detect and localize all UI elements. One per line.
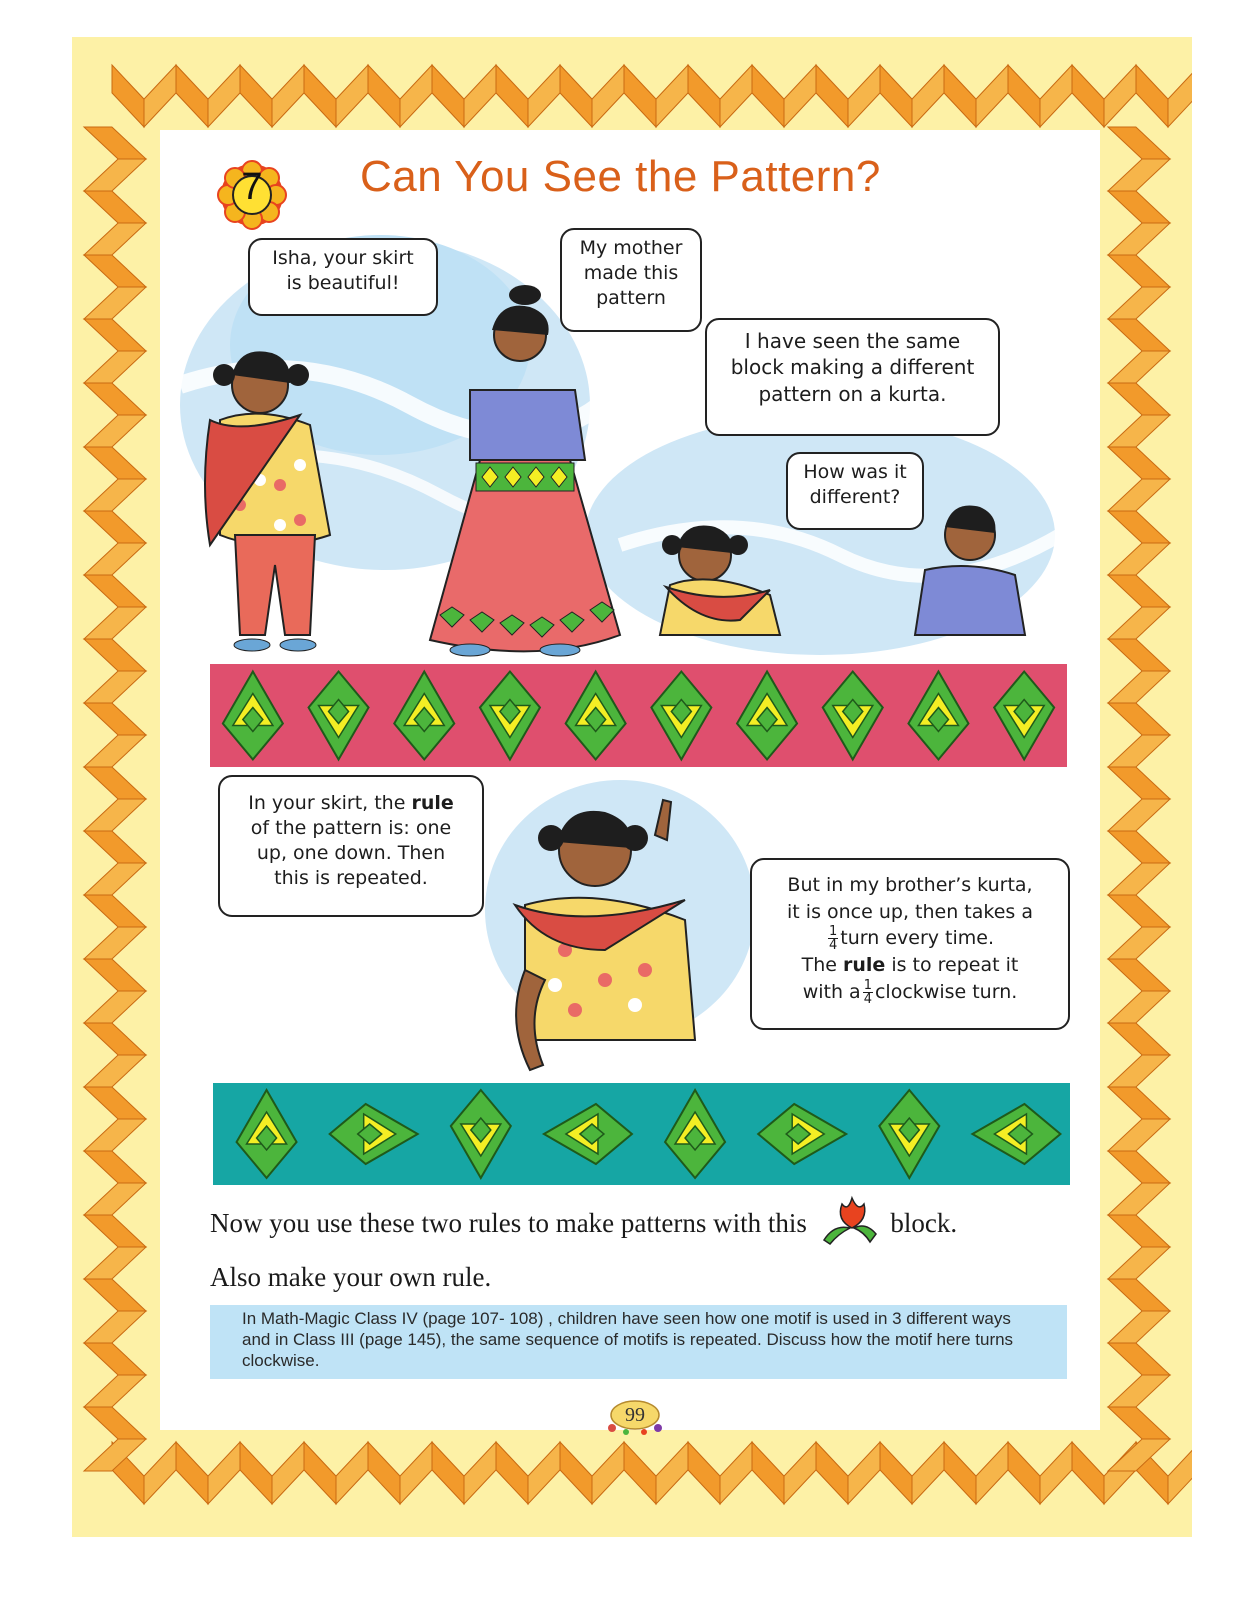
page-number: 99 bbox=[625, 1404, 645, 1426]
border-chevron bbox=[464, 65, 496, 127]
border-chevron bbox=[784, 1442, 816, 1504]
border-chevron bbox=[1108, 863, 1170, 895]
bubble-text-line: But in my brother’s kurta, bbox=[787, 874, 1033, 896]
border-chevron bbox=[272, 1442, 304, 1504]
border-chevron bbox=[528, 1442, 560, 1504]
border-chevron bbox=[1108, 287, 1170, 319]
border-zigzag-bottom bbox=[112, 1442, 1192, 1504]
bubble-text-line: pattern bbox=[596, 287, 666, 310]
bubble-text-line: this is repeated. bbox=[274, 867, 428, 890]
border-chevron bbox=[1108, 351, 1170, 383]
border-chevron bbox=[624, 1442, 656, 1504]
border-chevron bbox=[84, 639, 146, 671]
bubble-text-run: is to repeat it bbox=[885, 954, 1019, 977]
border-chevron bbox=[84, 767, 146, 799]
border-chevron bbox=[1108, 895, 1170, 927]
border-chevron bbox=[1108, 1247, 1170, 1279]
border-chevron bbox=[1108, 1183, 1170, 1215]
rule-keyword: rule bbox=[843, 954, 886, 977]
teacher-note: In Math-Magic Class IV (page 107- 108) , children have seen how one motif is used in 3 different ways and in Class III (page 145), the same sequence of motifs is repeated. Discuss how the motif here turns clockwise. bbox=[210, 1305, 1067, 1379]
border-chevron bbox=[336, 65, 368, 127]
border-chevron bbox=[560, 1442, 592, 1504]
border-chevron bbox=[84, 223, 146, 255]
border-chevron bbox=[84, 447, 146, 479]
border-zigzag-right bbox=[1108, 127, 1170, 1471]
border-chevron bbox=[432, 1442, 464, 1504]
border-chevron bbox=[84, 191, 146, 223]
fraction-numerator: 1 bbox=[863, 977, 872, 993]
border-chevron bbox=[944, 1442, 976, 1504]
border-chevron bbox=[1108, 1279, 1170, 1311]
border-chevron bbox=[848, 1442, 880, 1504]
instruction-text: block. bbox=[890, 1208, 958, 1239]
border-zigzag-top bbox=[112, 65, 1192, 127]
border-chevron bbox=[304, 1442, 336, 1504]
border-chevron bbox=[1108, 319, 1170, 351]
bubble-text-line bbox=[228, 791, 474, 816]
bubble-text-line: made this bbox=[583, 262, 679, 285]
border-chevron bbox=[1108, 1087, 1170, 1119]
border-chevron bbox=[84, 1343, 146, 1375]
bubble-text-run: The bbox=[801, 954, 843, 977]
border-chevron bbox=[816, 65, 848, 127]
speech-bubble-skirt-rule bbox=[218, 775, 484, 917]
border-chevron bbox=[1040, 1442, 1072, 1504]
border-chevron bbox=[84, 831, 146, 863]
border-chevron bbox=[240, 1442, 272, 1504]
border-chevron bbox=[84, 735, 146, 767]
border-chevron bbox=[1108, 639, 1170, 671]
bubble-text-line: up, one down. Then bbox=[256, 842, 446, 865]
bubble-text-line: is beautiful! bbox=[286, 272, 400, 295]
border-zigzag-left bbox=[84, 127, 146, 1471]
border-chevron bbox=[1108, 927, 1170, 959]
border-chevron bbox=[84, 1119, 146, 1151]
border-chevron bbox=[880, 1442, 912, 1504]
fraction-denominator: 4 bbox=[863, 991, 872, 1007]
border-chevron bbox=[84, 863, 146, 895]
border-chevron bbox=[84, 319, 146, 351]
border-chevron bbox=[144, 1442, 176, 1504]
fraction-numerator: 1 bbox=[828, 924, 838, 940]
border-chevron bbox=[84, 1087, 146, 1119]
border-chevron bbox=[208, 1442, 240, 1504]
border-chevron bbox=[1108, 1439, 1170, 1471]
speech-bubble-how-different bbox=[786, 452, 924, 530]
border-chevron bbox=[1136, 65, 1168, 127]
border-chevron bbox=[84, 255, 146, 287]
border-chevron bbox=[84, 1183, 146, 1215]
border-chevron bbox=[848, 65, 880, 127]
pattern-band-skirt bbox=[210, 664, 1067, 767]
bubble-text-line: I have seen the same bbox=[744, 329, 961, 353]
border-chevron bbox=[1108, 511, 1170, 543]
border-chevron bbox=[1108, 1343, 1170, 1375]
border-chevron bbox=[1108, 991, 1170, 1023]
bubble-text-run: with a bbox=[802, 980, 861, 1003]
border-chevron bbox=[944, 65, 976, 127]
border-chevron bbox=[84, 575, 146, 607]
border-chevron bbox=[112, 65, 144, 127]
border-chevron bbox=[1108, 255, 1170, 287]
border-chevron bbox=[1108, 671, 1170, 703]
border-chevron bbox=[84, 511, 146, 543]
border-chevron bbox=[84, 1247, 146, 1279]
border-chevron bbox=[1108, 607, 1170, 639]
speech-bubble-kurta bbox=[705, 318, 1000, 436]
bubble-text-run: In your skirt, the bbox=[248, 792, 412, 814]
border-chevron bbox=[1108, 799, 1170, 831]
fraction-denominator: 4 bbox=[828, 938, 838, 954]
border-chevron bbox=[1072, 65, 1104, 127]
fraction-quarter bbox=[863, 979, 873, 1006]
border-chevron bbox=[400, 1442, 432, 1504]
border-chevron bbox=[84, 1407, 146, 1439]
border-chevron bbox=[84, 1375, 146, 1407]
border-chevron bbox=[1108, 831, 1170, 863]
border-chevron bbox=[1108, 1023, 1170, 1055]
bubble-text-line: block making a different bbox=[730, 355, 975, 380]
bubble-text-run: turn every time. bbox=[840, 927, 995, 950]
border-chevron bbox=[368, 1442, 400, 1504]
border-chevron bbox=[720, 65, 752, 127]
border-chevron bbox=[84, 927, 146, 959]
border-chevron bbox=[84, 1023, 146, 1055]
border-chevron bbox=[784, 65, 816, 127]
border-chevron bbox=[624, 65, 656, 127]
border-chevron bbox=[176, 1442, 208, 1504]
pattern-band-kurta bbox=[213, 1083, 1070, 1185]
border-chevron bbox=[1168, 65, 1192, 127]
border-chevron bbox=[144, 65, 176, 127]
border-chevron bbox=[1108, 415, 1170, 447]
border-chevron bbox=[240, 65, 272, 127]
border-chevron bbox=[1168, 1442, 1192, 1504]
border-chevron bbox=[560, 65, 592, 127]
bubble-text-run: clockwise turn. bbox=[874, 980, 1018, 1003]
border-chevron bbox=[1108, 1055, 1170, 1087]
instruction-line-2: Also make your own rule. bbox=[210, 1262, 492, 1292]
border-chevron bbox=[84, 991, 146, 1023]
flower-block-icon bbox=[818, 1194, 882, 1246]
border-chevron bbox=[1040, 65, 1072, 127]
border-chevron bbox=[176, 65, 208, 127]
border-chevron bbox=[336, 1442, 368, 1504]
border-chevron bbox=[1108, 223, 1170, 255]
fraction-quarter bbox=[828, 925, 838, 952]
border-chevron bbox=[84, 671, 146, 703]
border-chevron bbox=[84, 543, 146, 575]
border-chevron bbox=[816, 1442, 848, 1504]
bubble-text-line: How was it bbox=[803, 461, 907, 483]
border-chevron bbox=[84, 287, 146, 319]
border-chevron bbox=[1108, 543, 1170, 575]
border-chevron bbox=[1072, 1442, 1104, 1504]
bubble-text-line: it is once up, then takes a bbox=[787, 900, 1033, 923]
border-chevron bbox=[1108, 767, 1170, 799]
page-number-ornament bbox=[606, 1398, 664, 1436]
speech-bubble-isha-skirt bbox=[248, 238, 438, 316]
border-chevron bbox=[1108, 1311, 1170, 1343]
border-chevron bbox=[84, 1439, 146, 1471]
border-chevron bbox=[1108, 191, 1170, 223]
border-chevron bbox=[1108, 159, 1170, 191]
border-chevron bbox=[912, 1442, 944, 1504]
border-chevron bbox=[84, 383, 146, 415]
illustration-girl-explaining bbox=[485, 780, 755, 1080]
border-chevron bbox=[688, 1442, 720, 1504]
bubble-text-line: My mother bbox=[579, 237, 683, 259]
bubble-text-line bbox=[760, 979, 1060, 1006]
border-chevron bbox=[752, 65, 784, 127]
bubble-text-line: Isha, your skirt bbox=[272, 247, 414, 269]
speech-bubble-kurta-rule bbox=[750, 858, 1070, 1030]
border-chevron bbox=[84, 415, 146, 447]
border-chevron bbox=[496, 1442, 528, 1504]
border-chevron bbox=[432, 65, 464, 127]
bubble-text-line: of the pattern is: one bbox=[250, 817, 452, 840]
border-chevron bbox=[1108, 1375, 1170, 1407]
border-chevron bbox=[720, 1442, 752, 1504]
border-chevron bbox=[496, 65, 528, 127]
border-chevron bbox=[1108, 447, 1170, 479]
border-chevron bbox=[400, 65, 432, 127]
rule-keyword: rule bbox=[411, 792, 454, 814]
border-chevron bbox=[976, 1442, 1008, 1504]
bubble-text-line: different? bbox=[809, 486, 901, 509]
border-chevron bbox=[1108, 127, 1170, 159]
border-chevron bbox=[592, 65, 624, 127]
border-chevron bbox=[84, 1055, 146, 1087]
border-chevron bbox=[880, 65, 912, 127]
border-chevron bbox=[84, 1311, 146, 1343]
border-chevron bbox=[84, 895, 146, 927]
border-chevron bbox=[1108, 575, 1170, 607]
chapter-number: 7 bbox=[241, 166, 263, 208]
border-chevron bbox=[656, 65, 688, 127]
bubble-text-line: pattern on a kurta. bbox=[758, 381, 947, 406]
page-title: Can You See the Pattern? bbox=[360, 152, 881, 201]
border-chevron bbox=[272, 65, 304, 127]
instruction-text: Now you use these two rules to make patterns with this bbox=[210, 1208, 807, 1239]
border-chevron bbox=[1008, 65, 1040, 127]
border-chevron bbox=[84, 1215, 146, 1247]
border-chevron bbox=[368, 65, 400, 127]
speech-bubble-mother-pattern bbox=[560, 228, 702, 332]
border-chevron bbox=[1108, 1407, 1170, 1439]
border-chevron bbox=[1108, 1215, 1170, 1247]
border-chevron bbox=[84, 127, 146, 159]
border-chevron bbox=[528, 65, 560, 127]
bubble-text-line bbox=[760, 925, 1060, 952]
border-chevron bbox=[84, 1279, 146, 1311]
border-chevron bbox=[304, 65, 336, 127]
border-chevron bbox=[1108, 1151, 1170, 1183]
border-chevron bbox=[84, 959, 146, 991]
border-chevron bbox=[84, 1151, 146, 1183]
border-chevron bbox=[976, 65, 1008, 127]
border-chevron bbox=[1108, 703, 1170, 735]
border-chevron bbox=[84, 607, 146, 639]
border-chevron bbox=[592, 1442, 624, 1504]
border-chevron bbox=[912, 65, 944, 127]
border-chevron bbox=[1108, 1119, 1170, 1151]
border-chevron bbox=[84, 479, 146, 511]
border-chevron bbox=[84, 799, 146, 831]
border-chevron bbox=[656, 1442, 688, 1504]
instruction-line-1 bbox=[210, 1206, 957, 1246]
border-chevron bbox=[1104, 65, 1136, 127]
border-chevron bbox=[84, 351, 146, 383]
bubble-text-line bbox=[760, 952, 1060, 979]
border-chevron bbox=[208, 65, 240, 127]
border-chevron bbox=[1108, 959, 1170, 991]
border-chevron bbox=[464, 1442, 496, 1504]
border-chevron bbox=[1008, 1442, 1040, 1504]
border-chevron bbox=[1108, 735, 1170, 767]
border-chevron bbox=[1108, 383, 1170, 415]
border-chevron bbox=[688, 65, 720, 127]
border-chevron bbox=[84, 703, 146, 735]
border-chevron bbox=[1108, 479, 1170, 511]
border-chevron bbox=[752, 1442, 784, 1504]
border-chevron bbox=[84, 159, 146, 191]
